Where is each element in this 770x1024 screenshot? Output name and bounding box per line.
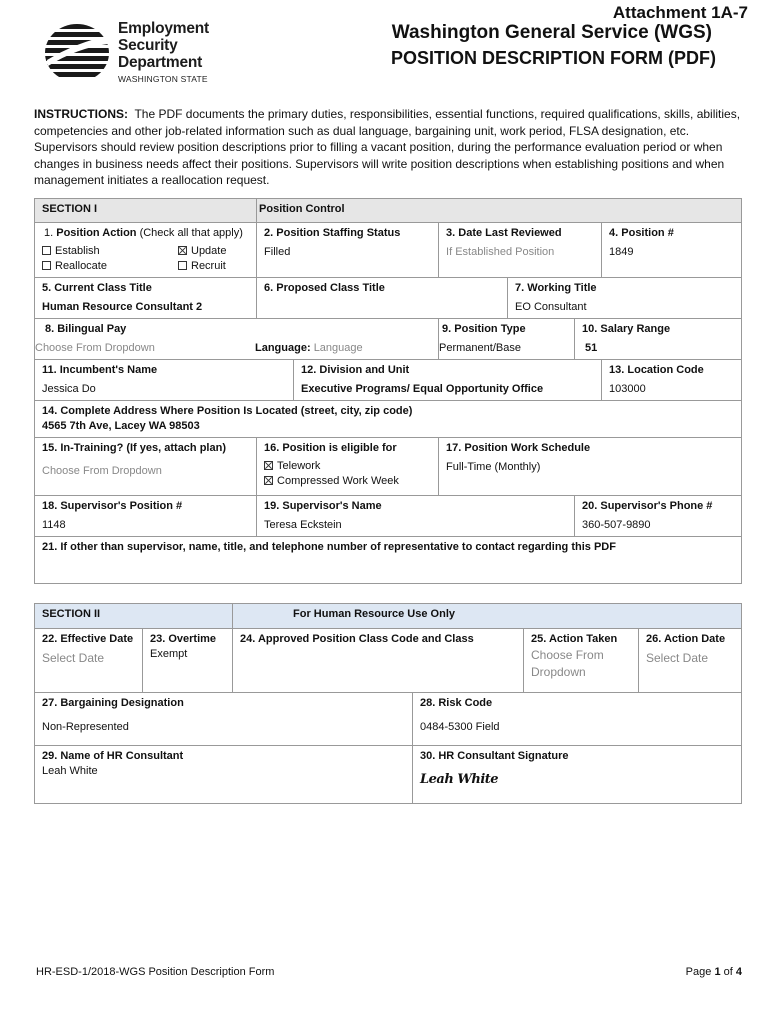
f1-hint: (Check all that apply) (139, 227, 243, 239)
f20-label: 20. Supervisor's Phone # (582, 500, 713, 512)
checkbox-compressed-week[interactable] (264, 474, 431, 489)
section1-title: SECTION I (35, 199, 257, 223)
f13-label: 13. Location Code (609, 364, 704, 376)
f1-num: 1. (44, 227, 54, 239)
field-9-position-type (439, 319, 575, 360)
field-17-work-schedule (439, 438, 742, 496)
field-15-in-training (35, 438, 257, 496)
logo-line2: Security (118, 37, 178, 54)
f10-value[interactable]: 51 (585, 342, 598, 354)
field-13-location-code (602, 360, 742, 401)
field-19-supervisor-name (257, 496, 575, 537)
field-30-signature (413, 746, 742, 804)
field-21-representative (35, 537, 742, 584)
f11-label: 11. Incumbent's Name (42, 364, 158, 376)
section1-table (34, 198, 742, 584)
field-11-incumbent (35, 360, 294, 401)
field-28-risk-code (413, 693, 742, 746)
field-3-date-last-reviewed (439, 223, 602, 278)
f7-label: 7. Working Title (515, 282, 597, 294)
f25-label: 25. Action Taken (531, 633, 618, 645)
f9-label: 9. Position Type (442, 323, 526, 335)
logo-subtitle: WASHINGTON STATE (118, 74, 208, 84)
field-25-action-taken (524, 629, 639, 693)
field-2-staffing-status (257, 223, 439, 278)
f28-value[interactable]: 0484-5300 Field (420, 721, 500, 733)
page-subtitle: POSITION DESCRIPTION FORM (PDF) (390, 48, 716, 68)
field-23-overtime (143, 629, 233, 693)
section2-subtitle: For Human Resource Use Only (233, 604, 742, 629)
field-6-proposed-class (257, 278, 508, 319)
f12-value[interactable]: Executive Programs/ Equal Opportunity Office (301, 383, 544, 395)
f5-label: 5. Current Class Title (42, 282, 152, 294)
f14-value[interactable]: 4565 7th Ave, Lacey WA 98503 (42, 420, 200, 432)
f15-dropdown[interactable]: Choose From Dropdown (42, 465, 162, 477)
checkbox-compressed-label: Compressed Work Week (277, 475, 399, 487)
section1-subtitle-text: Position Control (259, 203, 345, 215)
checkbox-telework-label: Telework (277, 460, 321, 472)
f2-label: 2. Position Staffing Status (264, 227, 401, 239)
f8-dropdown[interactable]: Choose From Dropdown (35, 342, 155, 354)
section2-table (34, 603, 742, 804)
esd-logo (42, 20, 222, 88)
f27-label: 27. Bargaining Designation (42, 697, 184, 709)
f23-value[interactable]: Exempt (150, 648, 188, 660)
instructions-label: INSTRUCTIONS: (34, 107, 128, 121)
attachment-label: Attachment 1A-7 (612, 3, 748, 22)
f2-value[interactable]: Filled (264, 246, 291, 258)
field-8-bilingual-pay (35, 319, 439, 360)
field-27-bargaining (35, 693, 413, 746)
checkbox-reallocate-box[interactable] (42, 261, 51, 270)
footer-form-id: HR-ESD-1/2018-WGS Position Description Form (36, 966, 275, 978)
field-26-action-date (639, 629, 742, 693)
f18-label: 18. Supervisor's Position # (42, 500, 183, 512)
field-4-position-number (602, 223, 742, 278)
f3-label: 3. Date Last Reviewed (446, 227, 562, 239)
instructions (34, 106, 752, 189)
f26-date-picker[interactable]: Select Date (646, 651, 709, 665)
f19-value[interactable]: Teresa Eckstein (264, 519, 342, 531)
field-16-eligible-for (257, 438, 439, 496)
section2-title: SECTION II (35, 604, 233, 629)
f10-label: 10. Salary Range (582, 323, 671, 335)
checkbox-reallocate[interactable] (42, 259, 178, 274)
field-7-working-title (508, 278, 742, 319)
f14-label: 14. Complete Address Where Position Is Located (street, city, zip code) (42, 405, 413, 417)
f28-label: 28. Risk Code (420, 697, 493, 709)
f29-label: 29. Name of HR Consultant (42, 750, 184, 762)
footer-of-word: of (723, 966, 733, 978)
logo-line1: Employment (118, 20, 210, 37)
footer-page-word: Page (685, 966, 712, 978)
checkbox-recruit-label: Recruit (191, 260, 226, 272)
checkbox-establish[interactable] (42, 244, 178, 259)
section2-header (35, 604, 742, 629)
field-29-hr-consultant (35, 746, 413, 804)
f17-value[interactable]: Full-Time (Monthly) (446, 461, 541, 473)
field-20-supervisor-phone (575, 496, 742, 537)
f8-label: 8. Bilingual Pay (45, 323, 127, 335)
checkbox-reallocate-label: Reallocate (55, 260, 107, 272)
checkbox-recruit-box[interactable] (178, 261, 187, 270)
f3-value[interactable]: If Established Position (446, 246, 555, 258)
checkbox-telework-box[interactable] (264, 461, 273, 470)
f30-label: 30. HR Consultant Signature (420, 750, 569, 762)
checkbox-compressed-box[interactable] (264, 476, 273, 485)
f15-label: 15. In-Training? (If yes, attach plan) (42, 442, 226, 454)
f20-value[interactable]: 360-507-9890 (582, 519, 651, 531)
f26-label: 26. Action Date (646, 633, 726, 645)
checkbox-update-label: Update (191, 245, 227, 257)
field-22-effective-date (35, 629, 143, 693)
checkbox-update[interactable] (178, 244, 278, 259)
logo-line3: Department (118, 54, 203, 71)
f24-label: 24. Approved Position Class Code and Class (240, 633, 474, 645)
f27-value[interactable]: Non-Represented (42, 721, 129, 733)
footer-page-number (686, 966, 742, 978)
field-14-address (35, 401, 742, 438)
f8-language-value[interactable]: Language (313, 342, 363, 354)
field-1-position-action (35, 223, 257, 278)
f5-value[interactable]: Human Resource Consultant 2 (42, 301, 203, 313)
f6-label: 6. Proposed Class Title (264, 282, 385, 294)
checkbox-telework[interactable] (264, 459, 431, 474)
f22-date-picker[interactable]: Select Date (42, 651, 105, 665)
f17-label: 17. Position Work Schedule (446, 442, 591, 454)
f29-value[interactable]: Leah White (42, 765, 98, 777)
f13-value[interactable]: 103000 (609, 383, 646, 395)
esd-logo-icon (42, 22, 112, 84)
f23-label: 23. Overtime (150, 633, 217, 645)
field-24-approved-class (233, 629, 524, 693)
f19-label: 19. Supervisor's Name (264, 500, 382, 512)
f22-label: 22. Effective Date (42, 633, 134, 645)
checkbox-establish-box[interactable] (42, 246, 51, 255)
f21-label: 21. If other than supervisor, name, title, and telephone number of representative to contact regarding this PDF (42, 541, 616, 553)
f1-label: Position Action (56, 227, 137, 239)
footer-total: 4 (735, 966, 742, 978)
field-18-supervisor-position (35, 496, 257, 537)
f18-value[interactable]: 1148 (42, 519, 66, 531)
f16-label: 16. Position is eligible for (264, 442, 397, 454)
checkbox-update-box[interactable] (178, 246, 187, 255)
field-10-salary-range (575, 319, 742, 360)
f7-value[interactable]: EO Consultant (515, 301, 587, 313)
instructions-text: The PDF documents the primary duties, responsibilities, essential functions, required qualifications, skills, abilities, competencies and other job-related information such as dual language, bargaining unit, work period, FLSA designation, etc. Supervisors should review position descriptions prior to filling a vacant position, during the performance evaluation period or when changes in business needs affect their positions. Supervisors will write position descriptions when establishing positions and when management initiates a reallocation request. (34, 107, 741, 187)
f25-dropdown[interactable]: Choose From Dropdown (531, 648, 604, 679)
section1-subtitle (257, 199, 742, 223)
f8-language-label: Language: (255, 342, 311, 354)
field-5-current-class (35, 278, 257, 319)
hr-signature[interactable]: Leah White (420, 772, 499, 787)
checkbox-recruit[interactable] (178, 259, 278, 274)
f9-value[interactable]: Permanent/Base (439, 342, 521, 354)
f11-value[interactable]: Jessica Do (42, 383, 96, 395)
f12-label: 12. Division and Unit (301, 364, 410, 376)
checkbox-establish-label: Establish (55, 245, 100, 257)
footer-page: 1 (714, 966, 721, 978)
f4-label: 4. Position # (609, 227, 674, 239)
logo-wordmark (118, 20, 209, 71)
section1-header (35, 199, 742, 223)
field-12-division (294, 360, 602, 401)
page-title: Washington General Service (WGS) (391, 22, 712, 43)
f4-value[interactable]: 1849 (609, 246, 634, 258)
